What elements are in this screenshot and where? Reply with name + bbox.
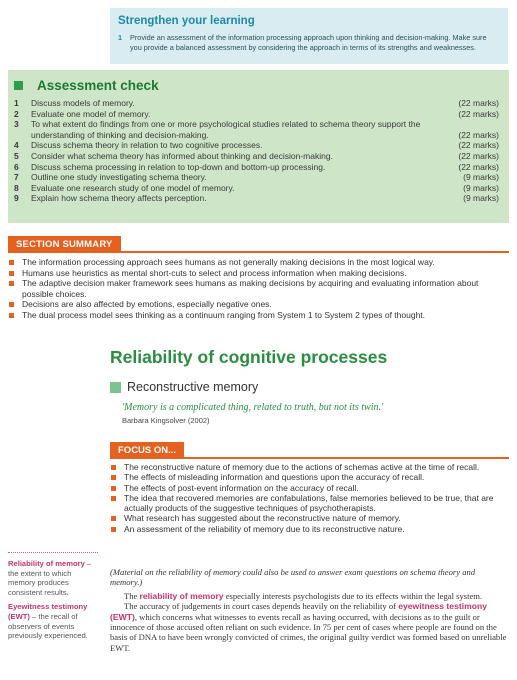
summary-item-text: The dual process model sees thinking as a continuum ranging from System 1 to System 2 types of thought. — [22, 309, 426, 320]
glossary-definition: – the extent to which memory produces consistent results. — [8, 559, 92, 597]
focus-item — [110, 462, 509, 472]
subsection-title: Reconstructive memory — [127, 380, 259, 394]
focus-item-text: An assessment of the reliability of memory due to its reconstructive nature. — [124, 523, 405, 534]
focus-item — [110, 524, 509, 534]
body-text — [110, 567, 509, 653]
glossary-term: Eyewitness testimony (EWT) — [8, 602, 88, 621]
item-marks: (22 marks) — [458, 150, 499, 161]
glossary-term: Reliability of memory — [8, 559, 85, 568]
item-question: Evaluate one model of memory. — [31, 108, 151, 119]
bullet-square-icon — [9, 281, 14, 286]
assessment-item — [14, 172, 499, 183]
assessment-item — [14, 193, 499, 204]
subsection-heading — [110, 380, 258, 394]
item-question: Consider what schema theory has informed about thinking and decision-making. — [31, 150, 333, 161]
item-marks: (9 marks) — [463, 172, 499, 183]
assessment-item — [14, 151, 499, 162]
paragraph-text: especially interests psychologists due to its effects within the legal system. — [223, 590, 483, 601]
strengthen-box — [110, 8, 508, 64]
square-icon — [110, 382, 121, 393]
body-paragraph — [110, 601, 509, 653]
key-term: reliability of memory — [139, 590, 224, 601]
focus-on-box — [110, 440, 509, 534]
assessment-item — [14, 140, 499, 151]
paragraph-text: , which concerns what witnesses to events recall as having occurred, with decisions as to the guilt or innocence of those accused often reliant on such evidence. In 75 per cent of cases where people are found on the basis of DNA to have been wrongly convicted of crimes, the original guilty verdict was formed based on unreliable EWT. — [110, 611, 507, 653]
strengthen-item — [118, 33, 500, 52]
item-number: 5 — [14, 150, 19, 161]
square-icon — [14, 81, 23, 90]
item-question: Outline one study investigating schema theory. — [31, 172, 207, 183]
strengthen-item-text: Provide an assessment of the information processing approach upon thinking and decision-making. Make sure you provide a balanced assessment by considering the approach in terms of its strengths and weaknesses. — [130, 33, 487, 52]
item-number: 1 — [14, 98, 19, 108]
item-marks: (9 marks) — [463, 193, 499, 204]
item-number: 4 — [14, 140, 19, 151]
item-marks: (22 marks) — [458, 108, 499, 119]
summary-item — [8, 278, 509, 299]
bullet-square-icon — [9, 302, 14, 307]
focus-on-label: FOCUS ON... — [110, 442, 184, 458]
summary-item — [8, 257, 509, 268]
strengthen-title: Strengthen your learning — [118, 15, 255, 27]
section-summary — [8, 234, 509, 321]
summary-item — [8, 268, 509, 279]
bullet-square-icon — [111, 465, 116, 470]
item-marks: (22 marks) — [458, 161, 499, 172]
summary-item-text: Humans use heuristics as mental short-cuts to select and process information when making decisions. — [22, 267, 407, 278]
glossary-definition: – the recall of observers of events previously experienced. — [8, 611, 88, 641]
focus-item — [110, 513, 509, 523]
assessment-item — [14, 109, 499, 120]
body-note: (Material on the reliability of memory could also be used to answer exam questions on schema theory and memory.) — [110, 567, 476, 588]
focus-item — [110, 472, 509, 482]
assessment-item — [14, 98, 499, 109]
assessment-title: Assessment check — [37, 77, 159, 93]
assessment-check-box — [8, 70, 509, 223]
item-question: Discuss models of memory. — [31, 98, 135, 108]
summary-item-text: The adaptive decision maker framework sees humans as making decisions by acquiring and evaluating information about possible choices. — [22, 278, 479, 299]
section-title: Reliability of cognitive processes — [110, 347, 388, 367]
paragraph-text: The accuracy of judgements in court cases depends heavily on the reliability of — [124, 601, 399, 612]
bullet-square-icon — [9, 313, 14, 318]
assessment-header — [8, 70, 509, 94]
item-marks: (22 marks) — [458, 129, 499, 140]
focus-item-text: The idea that recovered memories are confabulations, false memories believed to be true, that are actually products of the suggestive techniques of psychotherapists. — [124, 492, 494, 514]
item-marks: (22 marks) — [458, 98, 499, 108]
item-number: 7 — [14, 172, 19, 183]
bullet-square-icon — [9, 271, 14, 276]
glossary-entry — [8, 602, 98, 640]
item-question: Explain how schema theory affects perception. — [31, 193, 207, 204]
item-number: 6 — [14, 161, 19, 172]
focus-item — [110, 483, 509, 493]
item-question: Discuss schema theory in relation to two cognitive processes. — [31, 140, 263, 151]
epigraph-source: Barbara Kingsolver (2002) — [122, 416, 210, 425]
summary-item — [8, 310, 509, 321]
item-question: Evaluate one research study of one model of memory. — [31, 182, 235, 193]
bullet-square-icon — [9, 260, 14, 265]
strengthen-item-number: 1 — [118, 33, 123, 42]
assessment-list — [8, 94, 509, 204]
section-summary-label: SECTION SUMMARY — [8, 236, 121, 252]
assessment-item — [14, 183, 499, 194]
key-term: eyewitness testimony (EWT) — [110, 601, 488, 622]
epigraph-quote: 'Memory is a complicated thing, related to truth, but not its twin.' — [122, 402, 384, 413]
focus-item — [110, 493, 509, 514]
summary-item — [8, 299, 509, 310]
bullet-square-icon — [111, 516, 116, 521]
summary-list — [8, 253, 509, 321]
summary-item-text: The information processing approach sees humans as not generally making decisions in the most logical way. — [22, 257, 435, 267]
item-number: 3 — [14, 119, 19, 130]
body-paragraph — [110, 591, 509, 601]
item-marks: (22 marks) — [458, 140, 499, 151]
focus-item-text: The reconstructive nature of memory due to the actions of schemas active at the time of recall. — [124, 462, 480, 472]
bullet-square-icon — [111, 496, 116, 501]
item-question: To what extent do findings from one or more psychological studies related to schema theory support the understanding of thinking and decision-making. — [31, 119, 421, 140]
glossary-entry — [8, 559, 98, 597]
focus-item-text: What research has suggested about the reconstructive nature of memory. — [124, 513, 401, 524]
assessment-item — [14, 162, 499, 173]
bullet-square-icon — [111, 486, 116, 491]
focus-item-text: The effects of misleading information and questions upon the accuracy of recall. — [124, 472, 425, 483]
focus-item-text: The effects of post-event information on the accuracy of recall. — [124, 482, 359, 493]
paragraph-text: The — [124, 590, 140, 601]
bullet-square-icon — [111, 527, 116, 532]
margin-glossary — [8, 552, 98, 646]
assessment-item — [14, 119, 499, 140]
item-number: 9 — [14, 193, 19, 204]
summary-item-text: Decisions are also affected by emotions, especially negative ones. — [22, 299, 272, 310]
item-marks: (9 marks) — [463, 182, 499, 193]
item-number: 8 — [14, 182, 19, 193]
item-number: 2 — [14, 108, 19, 119]
item-question: Discuss schema processing in relation to top-down and bottom-up processing. — [31, 161, 326, 172]
bullet-square-icon — [111, 475, 116, 480]
focus-list — [110, 459, 509, 534]
